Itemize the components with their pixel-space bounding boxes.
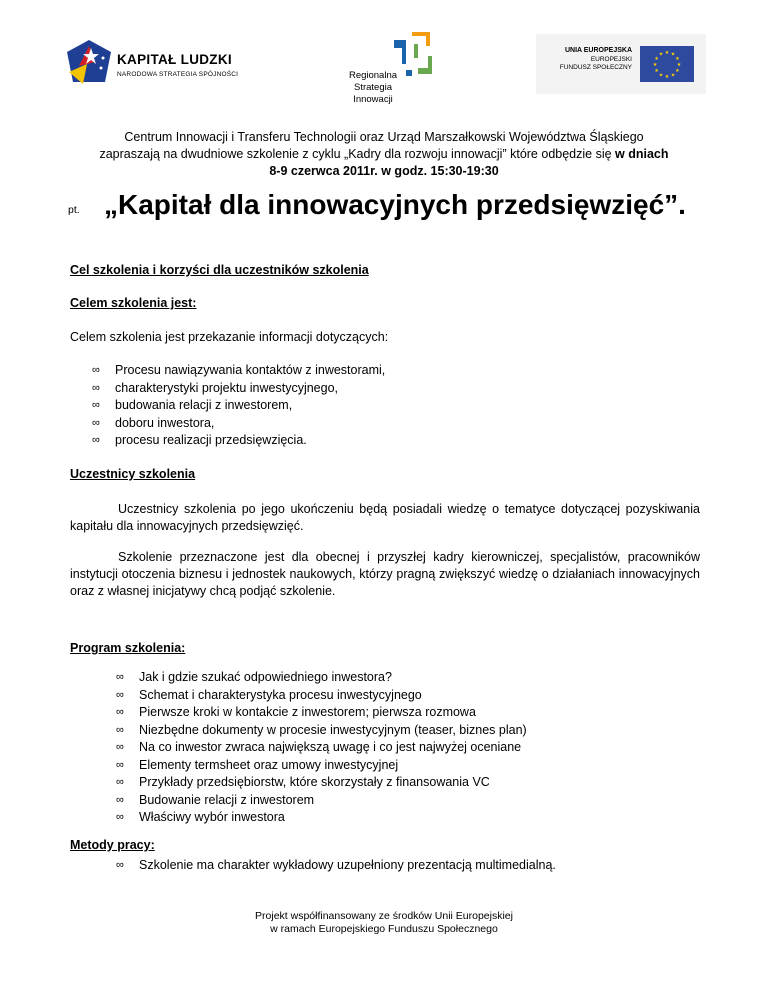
program-item-text: Właściwy wybór inwestora (139, 810, 285, 824)
footer-line-1: Projekt współfinansowany ze środków Unii Europejskiej (255, 910, 513, 922)
intro-line-2-text: zapraszają na dwudniowe szkolenie z cyklu „Kadry dla rozwoju innowacji” które odbędzie się (99, 147, 616, 161)
list-item (92, 432, 692, 450)
bullet-icon: ∞ (92, 434, 100, 446)
ue-line-1: UNIA EUROPEJSKA (564, 47, 632, 54)
list-item (116, 669, 716, 687)
list-item (92, 415, 692, 433)
svg-text:★: ★ (676, 62, 682, 68)
kapital-ludzki-title: KAPITAŁ LUDZKI (117, 52, 232, 67)
ue-line-3: FUNDUSZ SPOŁECZNY (559, 64, 632, 71)
svg-text:★: ★ (670, 51, 676, 58)
program-item-text: Niezbędne dokumenty w procesie inwestycyjnym (teaser, biznes plan) (139, 722, 527, 737)
svg-text:★: ★ (654, 56, 659, 62)
bullet-icon: ∞ (116, 859, 124, 871)
methods-item-text: Szkolenie ma charakter wykładowy uzupełniony prezentacją multimedialną. (139, 858, 556, 872)
svg-text:★: ★ (675, 56, 680, 62)
intro-line-2-bold: w dniach (615, 147, 669, 161)
bullet-icon: ∞ (92, 381, 100, 394)
program-list (116, 669, 716, 827)
svg-text:★: ★ (675, 68, 680, 74)
goal-item-text: procesu realizacji przedsięwzięcia. (115, 433, 307, 447)
svg-text:★: ★ (658, 51, 664, 58)
goal-list (92, 362, 692, 450)
list-item (116, 739, 716, 757)
goal-item-text: Procesu nawiązywania kontaktów z inwestorami, (115, 363, 386, 377)
participants-paragraph-2: Szkolenie przeznaczone jest dla obecnej i przyszłej kadry kierowniczej, specjalistów, pracowników instytucji otoczenia biznesu i jednostek naukowych, którzy pragną zwiększyć wiedzę o działaniach innowacyjnych oraz z własnej inicjatywy chcą podjąć szkolenie. (70, 550, 700, 598)
kapital-ludzki-subtitle: NARODOWA STRATEGIA SPÓJNOŚCI (117, 71, 239, 78)
bullet-icon: ∞ (116, 793, 124, 806)
bullet-icon: ∞ (116, 776, 124, 788)
list-item (116, 792, 716, 810)
title-prefix: pt. (68, 204, 80, 216)
rsi-line-3: Innowacji (353, 94, 393, 105)
list-item (92, 380, 692, 398)
list-item (116, 687, 716, 705)
goal-item-text: budowania relacji z inwestorem, (115, 398, 293, 412)
svg-text:★: ★ (670, 72, 676, 79)
list-item (116, 809, 716, 827)
goal-item-text: doboru inwestora, (115, 415, 215, 430)
goal-item-text: charakterystyki projektu inwestycyjnego, (115, 380, 339, 395)
unia-europejska-logo (536, 34, 706, 94)
bullet-icon: ∞ (116, 741, 124, 753)
goal-subheading: Celem szkolenia jest: (70, 296, 197, 310)
kapital-ludzki-emblem-icon (65, 38, 113, 88)
program-item-text: Pierwsze kroki w kontakcie z inwestorem; pierwsza rozmowa (139, 705, 476, 719)
svg-text:★: ★ (652, 62, 658, 68)
bullet-icon: ∞ (116, 688, 124, 701)
bullet-icon: ∞ (116, 758, 124, 771)
intro-line-2 (60, 146, 708, 163)
bullet-icon: ∞ (92, 364, 100, 376)
bullet-icon: ∞ (92, 416, 100, 429)
list-item (92, 362, 692, 380)
bullet-icon: ∞ (116, 706, 124, 718)
goal-heading: Cel szkolenia i korzyści dla uczestników szkolenia (70, 263, 369, 277)
bullet-icon: ∞ (92, 399, 100, 411)
intro-line-1: Centrum Innowacji i Transferu Technologii oraz Urząd Marszałkowski Województwa Śląskiego (124, 130, 644, 144)
list-item (116, 722, 716, 740)
svg-text:★: ★ (654, 68, 659, 74)
bullet-icon: ∞ (116, 723, 124, 736)
ue-label (542, 47, 632, 73)
eu-flag-icon (640, 46, 694, 82)
svg-text:★: ★ (658, 72, 664, 79)
list-item (116, 774, 716, 792)
rsi-line-2: Strategia (353, 82, 393, 93)
rsi-line-1: Regionalna (348, 70, 398, 81)
svg-text:★: ★ (664, 50, 670, 56)
program-heading: Program szkolenia: (70, 641, 186, 655)
training-title: „Kapitał dla innowacyjnych przedsięwzięć”. (104, 189, 686, 220)
rsi-label (344, 70, 402, 106)
goal-intro: Celem szkolenia jest przekazanie informacji dotyczących: (70, 330, 389, 344)
regionalna-strategia-innowacji-logo (330, 30, 450, 110)
bullet-icon: ∞ (116, 671, 124, 683)
program-item-text: Na co inwestor zwraca największą uwagę i co jest najwyżej oceniane (139, 740, 522, 754)
list-item (116, 757, 716, 775)
program-item-text: Elementy termsheet oraz umowy inwestycyjnej (139, 757, 399, 772)
footer (200, 910, 568, 936)
list-item (116, 704, 716, 722)
program-item-text: Przykłady przedsiębiorstw, które skorzystały z finansowania VC (139, 775, 490, 789)
program-item-text: Jak i gdzie szukać odpowiedniego inwestora? (139, 670, 392, 684)
list-item (92, 397, 692, 415)
participants-heading: Uczestnicy szkolenia (70, 467, 196, 481)
program-item-text: Schemat i charakterystyka procesu inwestycyjnego (139, 687, 422, 702)
footer-line-2: w ramach Europejskiego Funduszu Społecznego (270, 923, 498, 935)
svg-text:★: ★ (664, 74, 670, 80)
intro-line-3-date: 8-9 czerwca 2011r. w godz. 15:30-19:30 (269, 164, 499, 178)
program-item-text: Budowanie relacji z inwestorem (139, 792, 315, 807)
methods-list (116, 857, 716, 875)
kapital-ludzki-logo (65, 38, 265, 88)
bullet-icon: ∞ (116, 811, 124, 823)
ue-line-2: EUROPEJSKI (590, 55, 632, 63)
list-item (116, 857, 716, 875)
participants-paragraph-1: Uczestnicy szkolenia po jego ukończeniu będą posiadali wiedzę o tematyce dotyczącej pozyskiwania kapitału dla innowacyjnych przedsięwzięć. (70, 502, 700, 533)
methods-heading: Metody pracy: (70, 838, 155, 852)
